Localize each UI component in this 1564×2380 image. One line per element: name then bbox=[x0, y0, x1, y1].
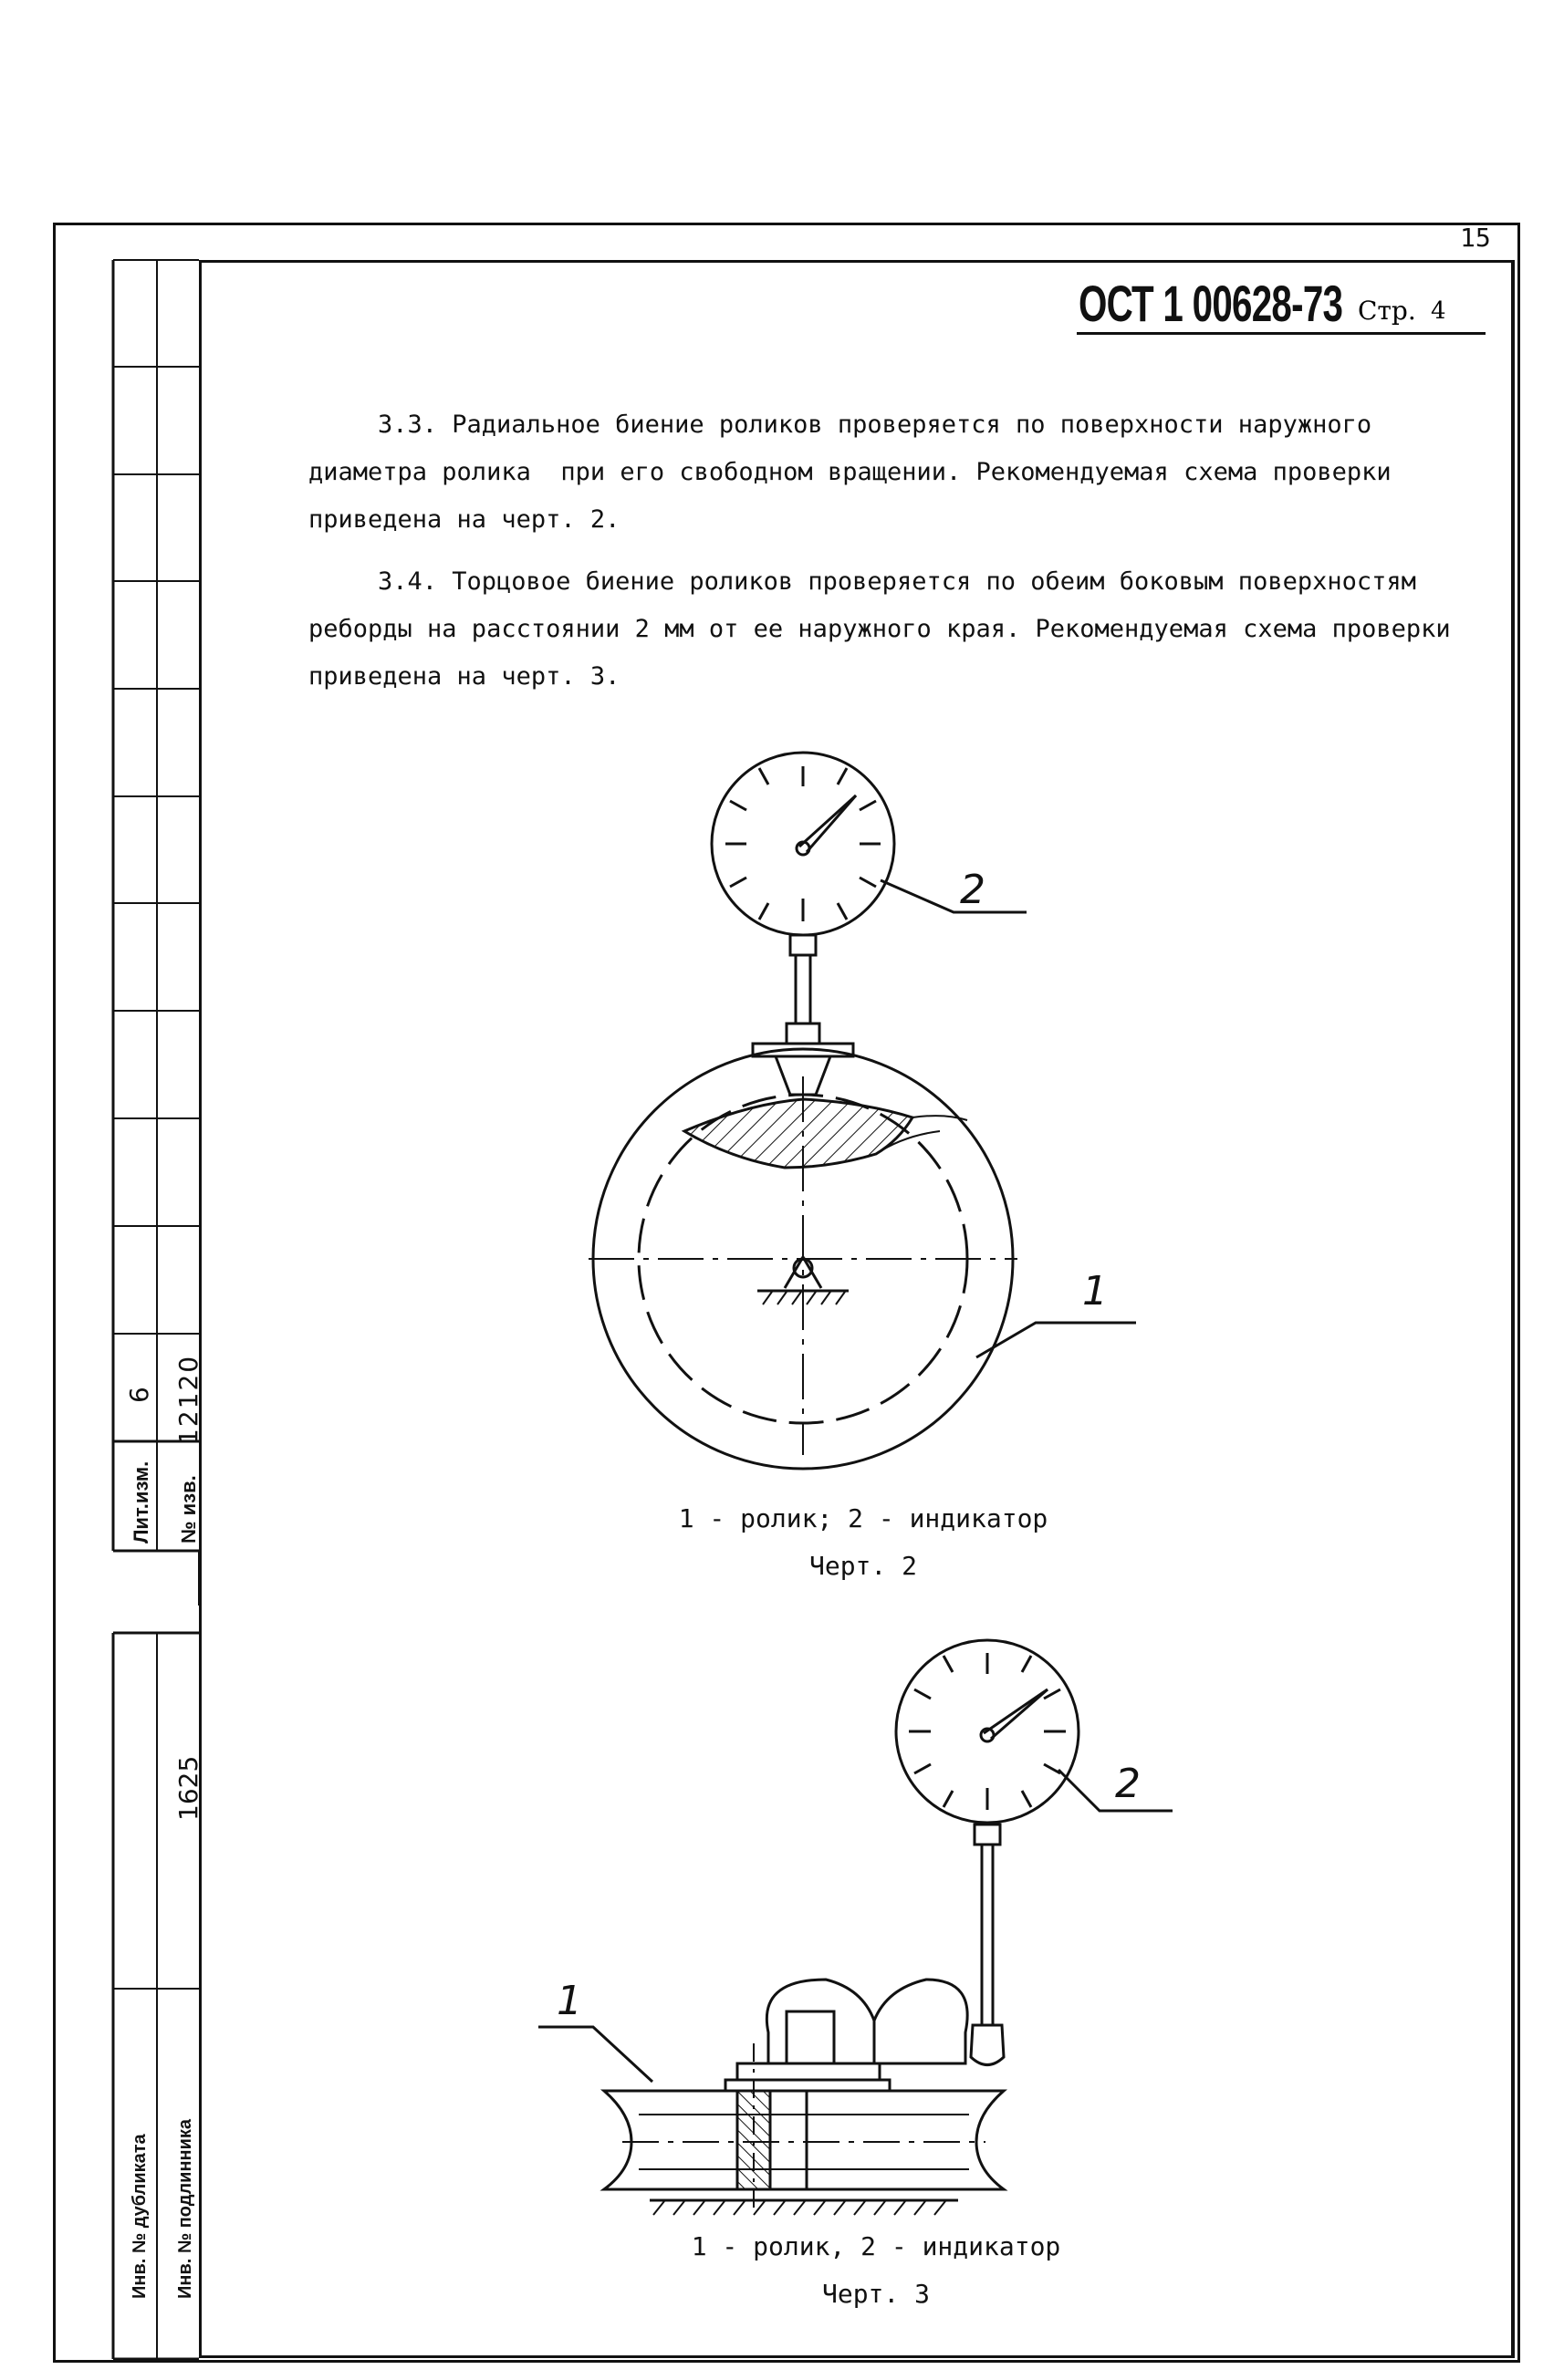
sheet-number: 15 bbox=[1460, 223, 1491, 253]
paragraph-line: 3.3. Радиальное биение роликов проверяется по поверхности наружного bbox=[378, 411, 1372, 439]
document-code: ОСТ 1 00628-73 bbox=[1079, 275, 1343, 332]
figure-2-drawing bbox=[589, 753, 1136, 1469]
stamp-n-izv-value: 12120 bbox=[173, 1354, 203, 1445]
figure-2-caption: 1 - ролик; 2 - индикатор bbox=[678, 1503, 1048, 1533]
stamp-lit-izm-label: Лит.изм. bbox=[130, 1460, 152, 1543]
stamp-lit-izm-value: 6 bbox=[124, 1387, 154, 1403]
stamp-grid bbox=[113, 260, 199, 2359]
stamp-inv-orig-label: Инв. № подлинника bbox=[175, 2118, 195, 2299]
page-label: Стр. bbox=[1358, 296, 1416, 326]
paragraph-line: приведена на черт. 2. bbox=[308, 505, 620, 534]
figure-2-label-indicator: 2 bbox=[960, 867, 985, 913]
paragraph-line: приведена на черт. 3. bbox=[308, 662, 620, 691]
figure-3-drawing bbox=[538, 1640, 1173, 2215]
page-number: 4 bbox=[1431, 297, 1446, 325]
stamp-inv-orig-value: 1625 bbox=[173, 1755, 203, 1821]
figure-2-label-roller: 1 bbox=[1082, 1268, 1108, 1315]
figure-3-caption: 1 - ролик, 2 - индикатор bbox=[691, 2231, 1061, 2261]
paragraph-line: 3.4. Торцовое биение роликов проверяется по обеим боковым поверхностям bbox=[378, 567, 1416, 596]
figure-3-label-roller: 1 bbox=[557, 1978, 582, 2024]
stamp-inv-dub-label: Инв. № дубликата bbox=[130, 2134, 150, 2299]
paragraph-line: диаметра ролика при его свободном вращении. Рекомендуемая схема проверки bbox=[308, 458, 1392, 486]
figure-2-title: Черт. 2 bbox=[808, 1551, 917, 1581]
paragraph-line: реборды на расстоянии 2 мм от ее наружного края. Рекомендуемая схема проверки bbox=[308, 615, 1451, 643]
figure-3-label-indicator: 2 bbox=[1115, 1761, 1141, 1807]
figure-3-title: Черт. 3 bbox=[821, 2279, 930, 2309]
stamp-n-izv-label: № изв. bbox=[177, 1475, 200, 1543]
